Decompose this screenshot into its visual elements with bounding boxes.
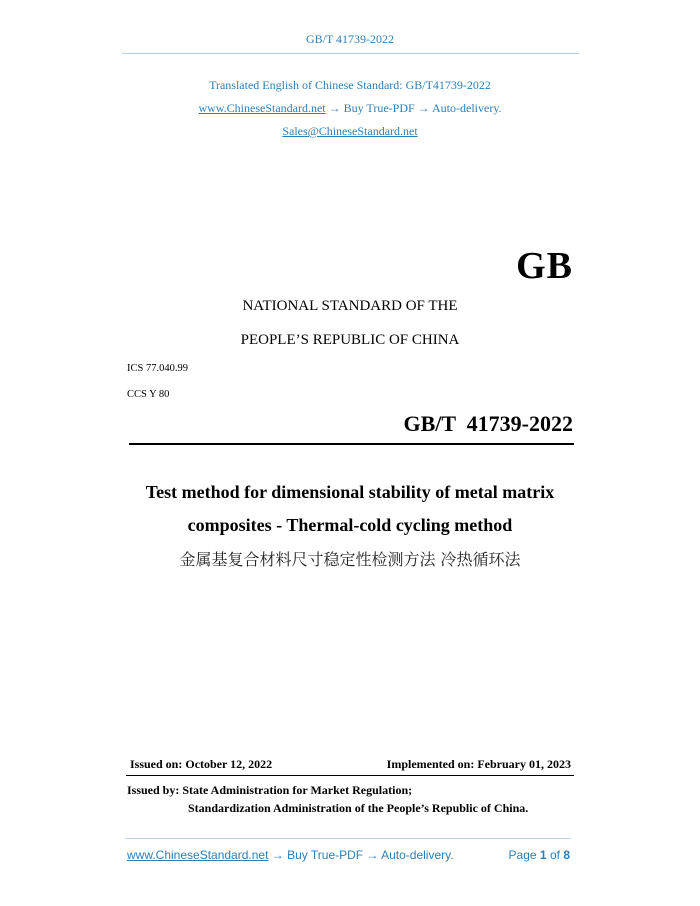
dates-divider <box>126 775 574 776</box>
page-current: 1 <box>539 848 547 862</box>
email-link[interactable]: Sales@ChineseStandard.net <box>282 124 418 138</box>
national-standard-line2: PEOPLE’S REPUBLIC OF CHINA <box>240 332 460 348</box>
ccs-code: CCS Y 80 <box>127 389 170 400</box>
gb-logo: GB <box>516 245 573 287</box>
footer-site-link[interactable]: www.ChineseStandard.net <box>127 848 269 862</box>
title-divider <box>129 443 574 445</box>
document-title-line1: Test method for dimensional stability of metal matrix <box>145 482 555 502</box>
issuer-line1: Issued by: State Administration for Market Regulation; <box>127 783 413 797</box>
issuer-line2: Standardization Administration of the People’s Republic of China. <box>188 801 529 815</box>
document-title-line2: composites - Thermal-cold cycling method <box>187 515 513 535</box>
footer-purchase-text: → Buy True-PDF → Auto-delivery. <box>268 848 454 862</box>
page-indicator <box>509 848 570 862</box>
translation-notice: Translated English of Chinese Standard: GB/T41739-2022 <box>209 78 491 92</box>
implemented-date: Implemented on: February 01, 2023 <box>386 757 571 771</box>
purchase-text: → Buy True-PDF → Auto-delivery. <box>325 101 502 115</box>
header-divider <box>122 53 579 54</box>
page-label: Page <box>508 848 537 862</box>
document-title-chinese: 金属基复合材料尺寸稳定性检测方法 冷热循环法 <box>179 550 521 569</box>
national-standard-line1: NATIONAL STANDARD OF THE <box>242 298 458 314</box>
site-link[interactable]: www.ChineseStandard.net <box>198 101 326 115</box>
purchase-notice <box>0 101 700 116</box>
footer-divider <box>125 838 571 839</box>
page-total: 8 <box>563 848 570 862</box>
standard-number: GB/T 41739-2022 <box>403 411 573 436</box>
email-line <box>0 124 700 139</box>
issued-date: Issued on: October 12, 2022 <box>130 757 273 771</box>
ics-code: ICS 77.040.99 <box>127 363 188 374</box>
page-of: of <box>549 848 560 862</box>
footer-purchase-notice <box>127 848 454 862</box>
running-header-title: GB/T 41739-2022 <box>305 32 395 46</box>
